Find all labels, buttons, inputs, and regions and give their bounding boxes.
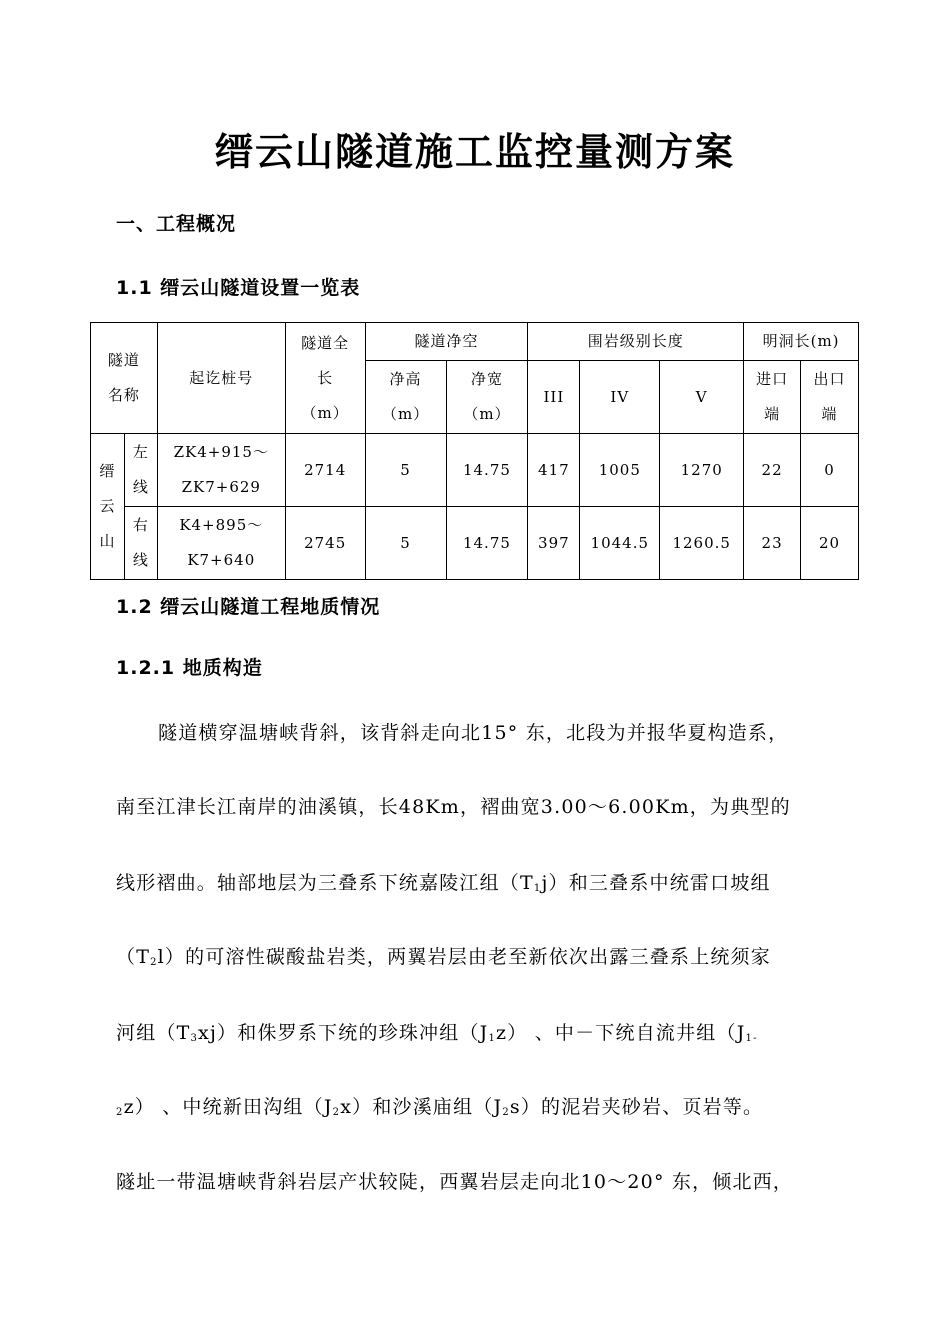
subscript: 2	[150, 957, 158, 968]
entrance-cell: 23	[744, 507, 801, 580]
tunnel-setup-table	[90, 322, 859, 580]
text-run: 河组（T	[116, 1022, 191, 1044]
line-label-2: 线	[132, 478, 149, 496]
header-height-line2: （m）	[381, 405, 430, 423]
header-width	[446, 361, 528, 434]
header-entrance-line1: 进口	[756, 370, 789, 388]
header-tunnel-name-line2: 名称	[107, 386, 140, 404]
line-label-1: 右	[132, 516, 149, 534]
line-cell	[124, 434, 157, 507]
header-clearance: 隧道净空	[365, 323, 528, 361]
paragraph-line	[116, 1018, 758, 1045]
grade-iii-cell: 397	[528, 507, 580, 580]
text-run: z） 、中－下统自流井组（J	[496, 1022, 746, 1044]
width-cell: 14.75	[446, 507, 528, 580]
text-run: z） 、中统新田沟组（J	[123, 1096, 333, 1118]
header-exit-line1: 出口	[813, 370, 846, 388]
header-width-line2: （m）	[463, 405, 511, 423]
header-entrance-line2: 端	[764, 405, 781, 423]
header-grade-v: V	[660, 361, 744, 434]
line-label-1: 左	[132, 443, 149, 461]
station-start: ZK4+915～	[173, 443, 269, 461]
station-end: ZK7+629	[181, 478, 261, 496]
header-tunnel-name	[91, 323, 158, 434]
text-run: （T	[116, 946, 151, 968]
grade-v-cell: 1270	[660, 434, 744, 507]
text-run: l）的可溶性碳酸盐岩类，两翼岩层由老至新依次出露三叠系上统须家	[157, 946, 771, 968]
text-run: j）和三叠系中统雷口坡组	[541, 872, 771, 894]
length-cell: 2714	[285, 434, 365, 507]
station-end: K7+640	[187, 551, 256, 569]
paragraph-line: 南至江津长江南岸的油溪镇，长48Km，褶曲宽3.00～6.00Km，为典型的	[116, 796, 791, 818]
header-tunnel-name-line1: 隧道	[107, 351, 140, 369]
grade-iv-cell: 1044.5	[580, 507, 660, 580]
header-length	[285, 323, 365, 434]
tunnel-name-char3: 山	[99, 532, 116, 550]
grade-iii-cell: 417	[528, 434, 580, 507]
table-row	[91, 434, 859, 507]
tunnel-name-cell	[91, 434, 125, 580]
paragraph-line: 隧址一带温塘峡背斜岩层产状较陡，西翼岩层走向北10～20° 东，倾北西，	[116, 1171, 794, 1193]
section-heading-overview: 一、工程概况	[116, 213, 237, 235]
header-rock-grade: 围岩级别长度	[528, 323, 744, 361]
header-length-line1: 隧道全	[301, 333, 350, 352]
header-grade-iii: III	[528, 361, 580, 434]
line-label-2: 线	[132, 551, 149, 569]
station-cell	[157, 507, 285, 580]
paragraph-line	[116, 868, 771, 895]
header-exit-line2: 端	[821, 405, 838, 423]
header-height-line1: 净高	[389, 370, 422, 388]
line-cell	[124, 507, 157, 580]
text-run: s）的泥岩夹砂岩、页岩等。	[509, 1096, 764, 1118]
grade-iv-cell: 1005	[580, 434, 660, 507]
width-cell: 14.75	[446, 434, 528, 507]
exit-cell: 0	[801, 434, 859, 507]
height-cell: 5	[365, 507, 446, 580]
subscript: 1-	[745, 1033, 758, 1044]
document-title: 缙云山隧道施工监控量测方案	[214, 130, 735, 174]
header-open-cut: 明洞长(m)	[744, 323, 859, 361]
paragraph-line	[116, 1092, 763, 1119]
subscript: 2	[116, 1107, 124, 1118]
header-exit	[801, 361, 859, 434]
header-entrance	[744, 361, 801, 434]
section-heading-tunnel-table: 1.1 缙云山隧道设置一览表	[116, 277, 361, 299]
header-length-line3: （m）	[301, 403, 349, 422]
exit-cell: 20	[801, 507, 859, 580]
paragraph-line: 隧道横穿温塘峡背斜，该背斜走向北15° 东，北段为并报华夏构造系，	[158, 722, 789, 744]
subscript: 1	[533, 883, 542, 894]
tunnel-name-char1: 缙	[99, 462, 116, 480]
header-station: 起讫桩号	[157, 323, 285, 434]
text-run: 线形褶曲。轴部地层为三叠系下统嘉陵江组（T	[116, 872, 534, 894]
subscript: 2	[502, 1107, 510, 1118]
station-cell	[157, 434, 285, 507]
section-heading-structure: 1.2.1 地质构造	[116, 657, 263, 679]
text-run: xj）和侏罗系下统的珍珠冲组（J	[198, 1022, 489, 1044]
subscript: 2	[332, 1107, 341, 1118]
grade-v-cell: 1260.5	[660, 507, 744, 580]
header-height	[365, 361, 446, 434]
section-heading-geology: 1.2 缙云山隧道工程地质情况	[116, 596, 381, 618]
paragraph-line	[116, 942, 771, 969]
header-grade-iv: IV	[580, 361, 660, 434]
header-length-line2: 长	[317, 368, 334, 387]
subscript: 1	[488, 1033, 497, 1044]
subscript: 3	[190, 1033, 199, 1044]
station-start: K4+895～	[179, 516, 264, 534]
table-row	[91, 507, 859, 580]
tunnel-name-char2: 云	[99, 497, 116, 515]
entrance-cell: 22	[744, 434, 801, 507]
height-cell: 5	[365, 434, 446, 507]
header-width-line1: 净宽	[470, 370, 503, 388]
text-run: x）和沙溪庙组（J	[340, 1096, 503, 1118]
length-cell: 2745	[285, 507, 365, 580]
